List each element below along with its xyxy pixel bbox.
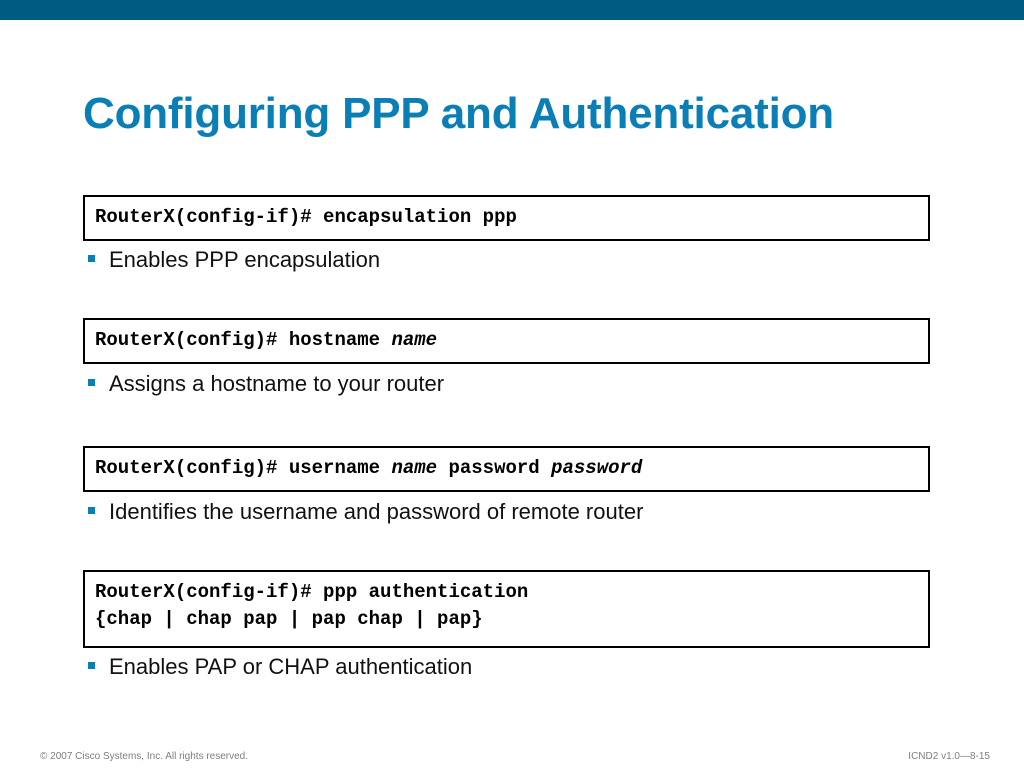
bullet-text: Identifies the username and password of remote router [109,499,644,524]
bullet-text: Assigns a hostname to your router [109,371,445,396]
command-text: password [437,457,552,479]
square-bullet-icon [88,507,95,514]
bullet-text: Enables PAP or CHAP authentication [109,654,473,679]
bullet-text: Enables PPP encapsulation [109,247,381,272]
command-box-hostname [83,318,930,364]
command-text: RouterX(config-if)# encapsulation ppp [95,206,517,228]
bullet-item [88,245,380,275]
bullet-item [88,652,472,682]
command-options: {chap | chap pap | pap chap | pap} [95,608,483,630]
bullet-item [88,497,643,527]
copyright-notice: © 2007 Cisco Systems, Inc. All rights reserved. [40,751,249,762]
command-line [95,327,918,354]
command-line [95,579,918,606]
command-line [95,204,918,231]
course-reference: ICND2 v1.0—8-15 [908,751,990,762]
command-line [95,455,918,482]
command-argument: name [391,457,438,479]
command-argument: name [391,329,438,351]
command-box-encapsulation [83,195,930,241]
top-banner [0,0,1024,20]
command-text: RouterX(config)# username [95,457,392,479]
command-text: RouterX(config)# hostname [95,329,392,351]
command-line [95,606,918,633]
square-bullet-icon [88,379,95,386]
command-text: RouterX(config-if)# ppp authentication [95,581,529,603]
command-box-username [83,446,930,492]
command-argument: password [551,457,643,479]
slide-title: Configuring PPP and Authentication [83,89,834,138]
command-box-ppp-authentication [83,570,930,648]
bullet-item [88,369,444,399]
square-bullet-icon [88,662,95,669]
square-bullet-icon [88,255,95,262]
